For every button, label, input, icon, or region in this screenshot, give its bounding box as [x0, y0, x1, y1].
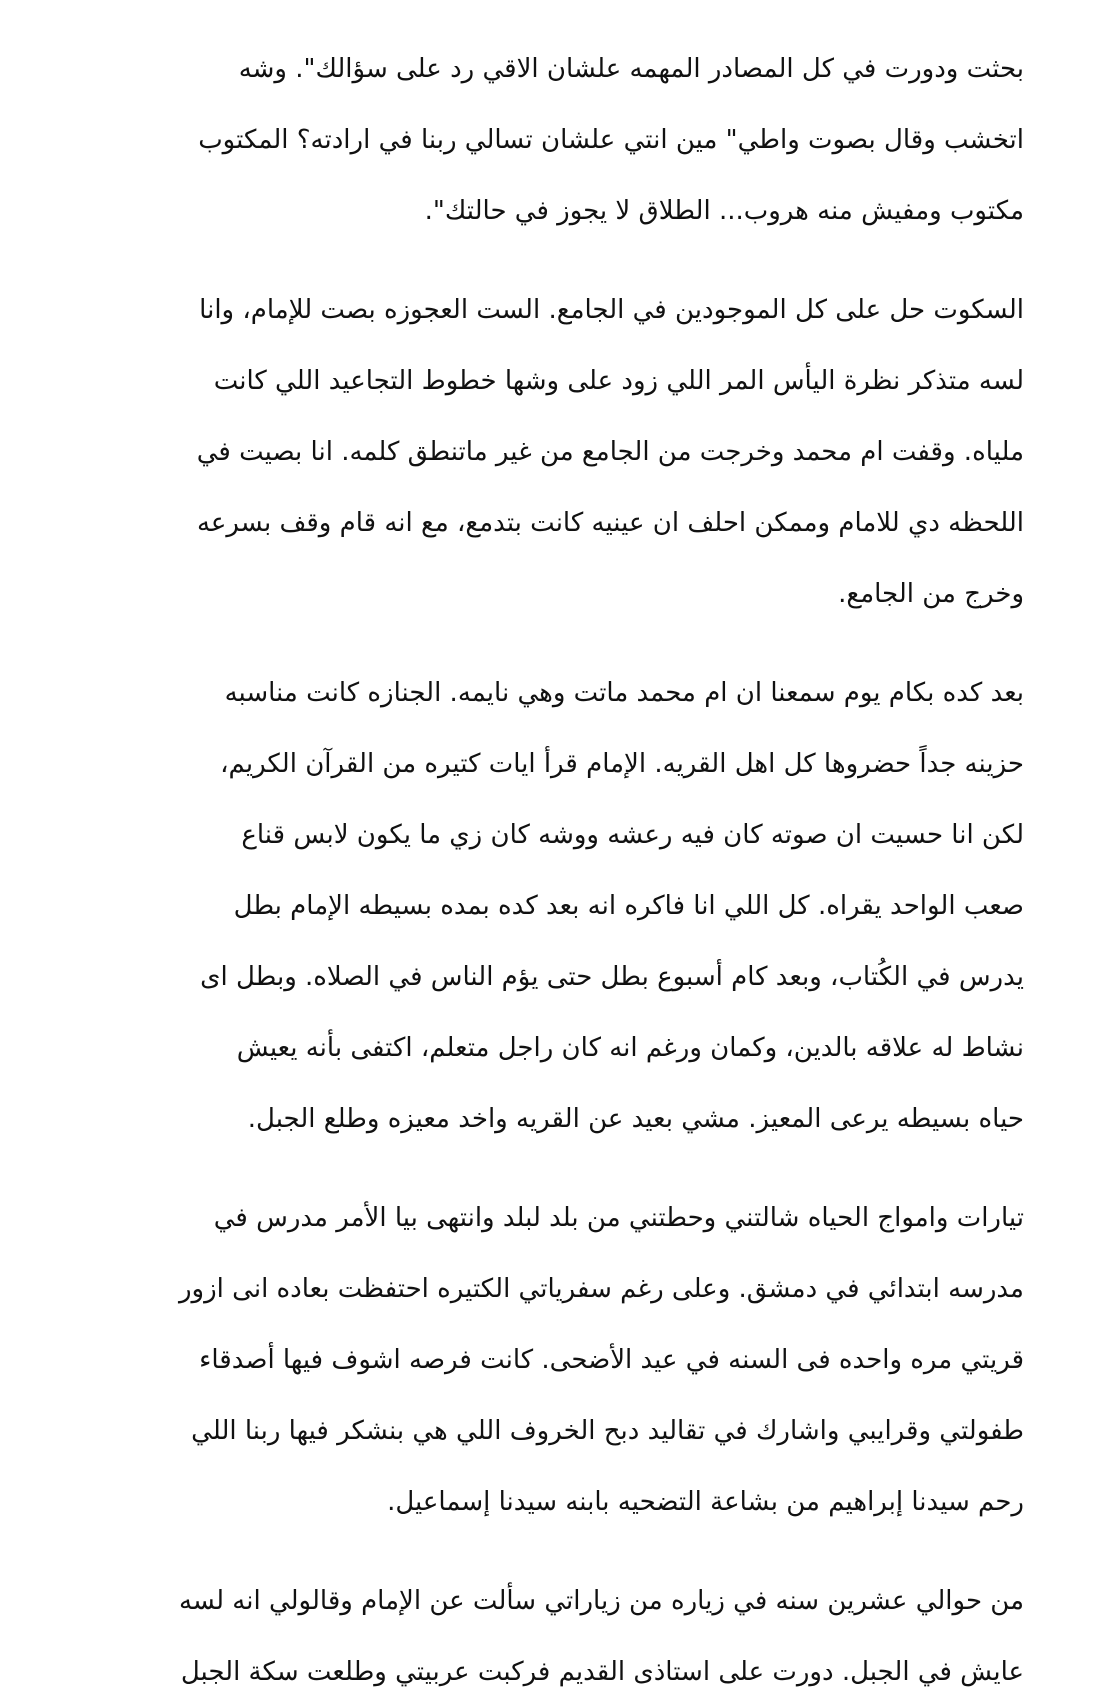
text-line: السكوت حل على كل الموجودين في الجامع. الست العجوزه بصت للإمام، وانا [199, 295, 1024, 325]
paragraph-5 [74, 1566, 1024, 1708]
text-line: وخرج من الجامع. [838, 579, 1024, 609]
text-line: من حوالي عشرين سنه في زياره من زياراتي سألت عن الإمام وقالولي انه لسه [178, 1586, 1024, 1616]
text-line: مدرسه ابتدائي في دمشق. وعلى رغم سفرياتي الكتيره احتفظت بعاده انى ازور [179, 1274, 1024, 1304]
text-line: عايش في الجبل. دورت على استاذى القديم فركبت عربيتي وطلعت سكة الجبل [180, 1657, 1024, 1687]
text-line: حزينه جداً حضروها كل اهل القريه. الإمام قرأ ايات كتيره من القرآن الكريم، [220, 749, 1024, 779]
text-line: نشاط له علاقه بالدين، وكمان ورغم انه كان راجل متعلم، اكتفى بأنه يعيش [236, 1033, 1024, 1063]
text-line: طفولتي وقرايبي واشارك في تقاليد دبح الخروف اللي هي بنشكر فيها ربنا اللي [191, 1416, 1024, 1446]
text-line: بحثت ودورت في كل المصادر المهمه علشان الاقي رد على سؤالك". وشه [238, 54, 1024, 84]
text-line: ملياه. وقفت ام محمد وخرجت من الجامع من غير ماتنطق كلمه. انا بصيت في [196, 437, 1024, 467]
paragraph-1 [74, 34, 1024, 247]
paragraph-3 [74, 658, 1024, 1155]
text-line: حياه بسيطه يرعى المعيز. مشي بعيد عن القريه واخد معيزه وطلع الجبل. [247, 1104, 1024, 1134]
text-line: اتخشب وقال بصوت واطي" مين انتي علشان تسالي ربنا في ارادته؟ المكتوب [198, 125, 1024, 155]
text-line: تيارات وامواج الحياه شالتني وحطتني من بلد لبلد وانتهى بيا الأمر مدرس في [213, 1203, 1024, 1233]
text-line: رحم سيدنا إبراهيم من بشاعة التضحيه بابنه سيدنا إسماعيل. [387, 1487, 1024, 1517]
text-line: قريتي مره واحده فى السنه في عيد الأضحى. كانت فرصه اشوف فيها أصدقاء [199, 1345, 1024, 1375]
text-line: لكن انا حسيت ان صوته كان فيه رعشه ووشه كان زي ما يكون لابس قناع [241, 820, 1024, 850]
text-line: لسه متذكر نظرة اليأس المر اللي زود على وشها خطوط التجاعيد اللي كانت [213, 366, 1024, 396]
text-line: مكتوب ومفيش منه هروب... الطلاق لا يجوز في حالتك". [424, 196, 1024, 226]
text-line: بعد كده بكام يوم سمعنا ان ام محمد ماتت وهي نايمه. الجنازه كانت مناسبه [224, 678, 1024, 708]
text-line: صعب الواحد يقراه. كل اللي انا فاكره انه بعد كده بمده بسيطه الإمام بطل [233, 891, 1024, 921]
text-line: يدرس في الكُتاب، وبعد كام أسبوع بطل حتى يؤم الناس في الصلاه. وبطل اى [200, 962, 1024, 992]
paragraph-4 [74, 1183, 1024, 1538]
text-line: اللحظه دي للامام وممكن احلف ان عينيه كانت بتدمع، مع انه قام وقف بسرعه [196, 508, 1024, 538]
paragraph-2 [74, 275, 1024, 630]
